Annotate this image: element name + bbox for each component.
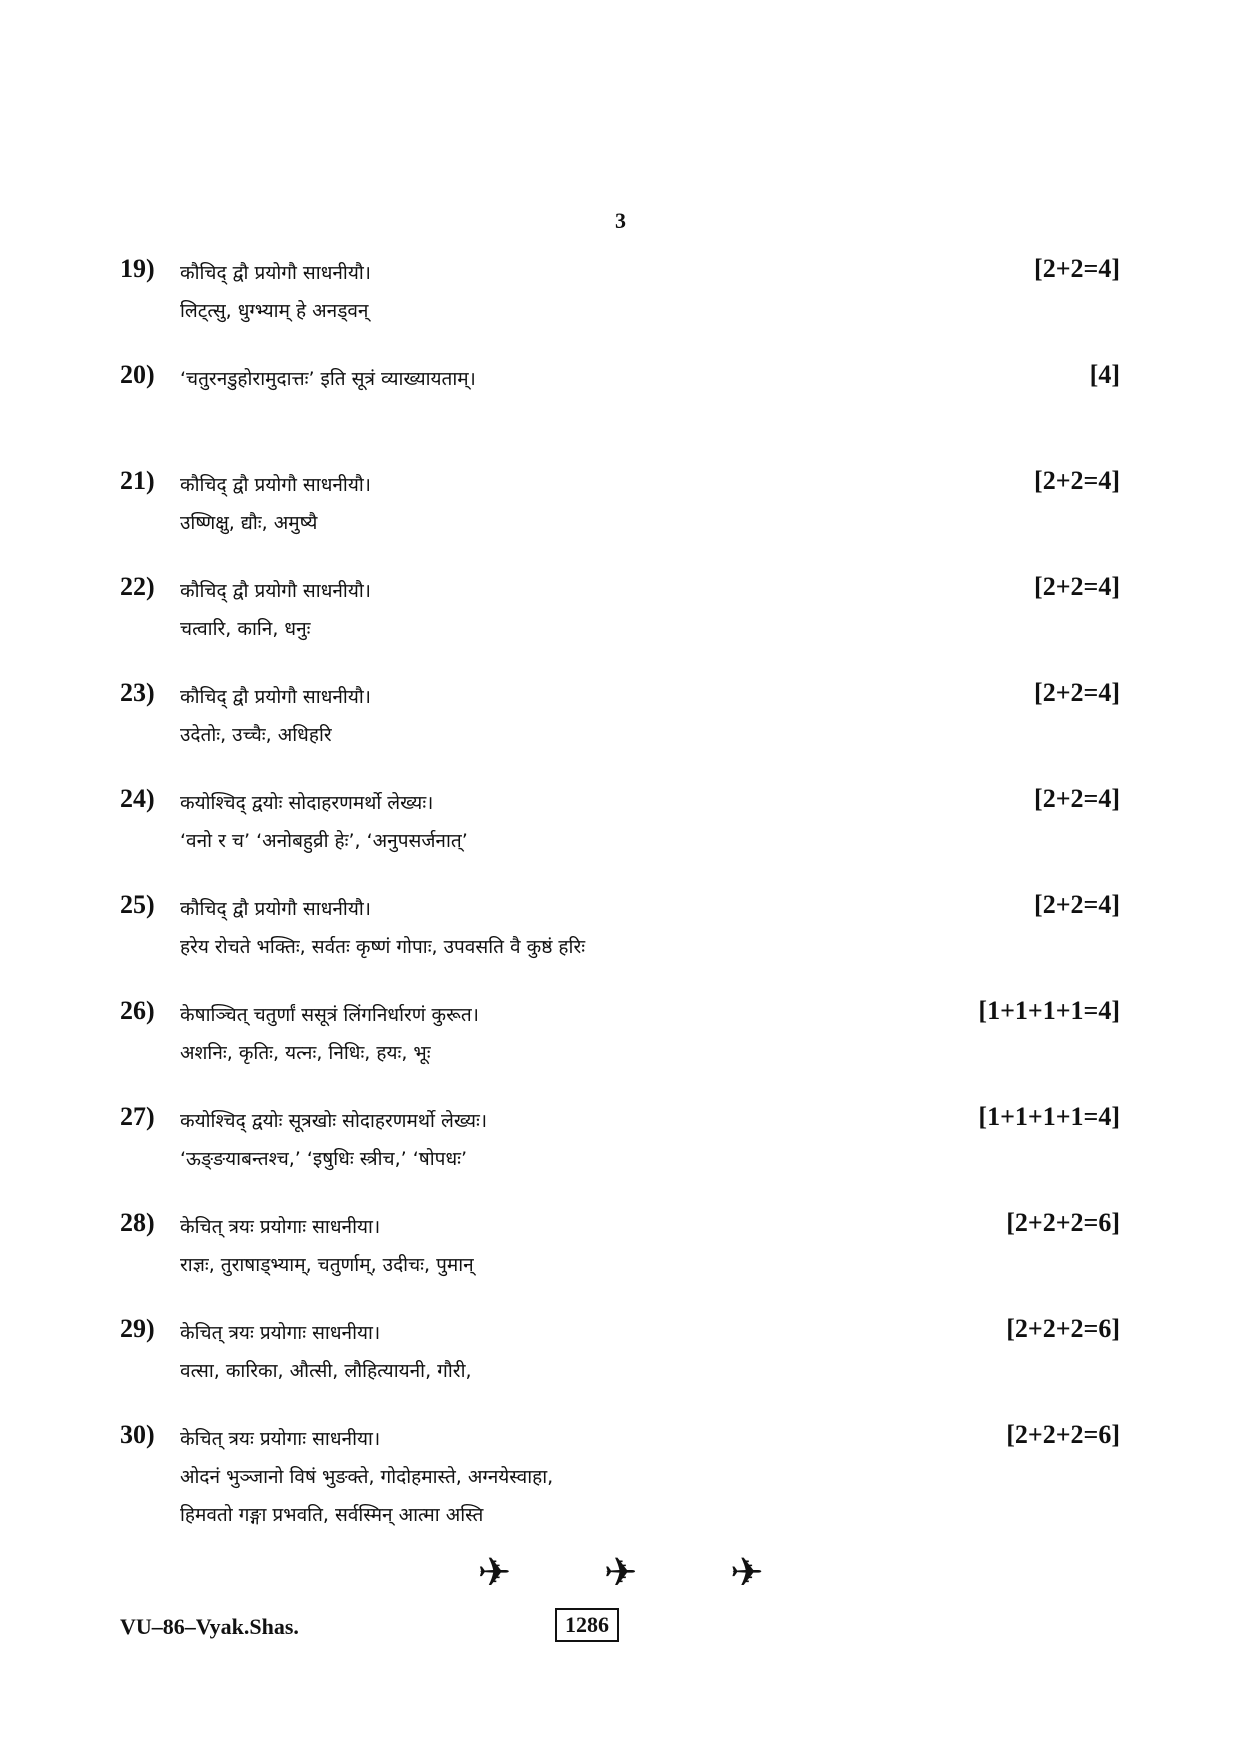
question-22 [120, 570, 1120, 676]
question-body [180, 1208, 880, 1284]
question-line: कौचिद् द्वौ प्रयोगौ साधनीयौ। [180, 686, 371, 708]
question-marks: [2+2+2=6] [1006, 1420, 1120, 1449]
question-number: 27) [120, 1102, 155, 1131]
question-27 [120, 1100, 1120, 1206]
question-line: कौचिद् द्वौ प्रयोगौ साधनीयौ। [180, 580, 371, 602]
question-line: ‘वनो र च’ ‘अनोबहुव्री हेः’, ‘अनुपसर्जनात्’ [180, 830, 468, 852]
airplane-icon: ✈ [477, 1550, 512, 1596]
question-24 [120, 782, 1120, 888]
question-line: कयोश्चिद् द्वयोः सोदाहरणमर्थो लेख्यः। [180, 792, 434, 814]
question-20 [120, 358, 1120, 464]
question-line: कौचिद् द्वौ प्रयोगौ साधनीयौ। [180, 474, 371, 496]
question-body [180, 254, 880, 330]
question-marks: [2+2=4] [1034, 678, 1120, 707]
question-line: केचित् त्रयः प्रयोगाः साधनीया। [180, 1216, 381, 1238]
question-marks: [2+2+2=6] [1006, 1314, 1120, 1343]
question-list [120, 252, 1120, 1548]
question-marks: [2+2=4] [1034, 254, 1120, 283]
question-line: हिमवतो गङ्गा प्रभवति, सर्वस्मिन् आत्मा अस्ति [180, 1504, 484, 1526]
question-marks: [1+1+1+1=4] [978, 1102, 1120, 1131]
question-body [180, 784, 880, 860]
page-number: 3 [615, 208, 626, 233]
question-line: लिट्त्सु, धुग्भ्याम् हे अनड्वन् [180, 300, 369, 322]
question-line: केचित् त्रयः प्रयोगाः साधनीया। [180, 1322, 381, 1344]
question-number: 28) [120, 1208, 155, 1237]
question-marks: [4] [1089, 360, 1120, 389]
question-body [180, 1420, 880, 1534]
question-30 [120, 1418, 1120, 1548]
question-21 [120, 464, 1120, 570]
question-line: ‘ऊङ्ङयाबन्तश्च,’ ‘इषुधिः स्त्रीच,’ ‘षोपधः’ [180, 1148, 468, 1170]
question-line: कौचिद् द्वौ प्रयोगौ साधनीयौ। [180, 262, 371, 284]
question-marks: [2+2=4] [1034, 890, 1120, 919]
question-body [180, 678, 880, 754]
question-number: 26) [120, 996, 155, 1025]
question-number: 29) [120, 1314, 155, 1343]
question-number: 22) [120, 572, 155, 601]
question-body [180, 890, 880, 966]
question-marks: [2+2=4] [1034, 572, 1120, 601]
question-line: केचित् त्रयः प्रयोगाः साधनीया। [180, 1428, 381, 1450]
question-line: ‘चतुरनडुहोरामुदात्तः’ इति सूत्रं व्याख्यायताम्। [180, 368, 476, 390]
question-line: राज्ञः, तुराषाड्भ्याम्, चतुर्णाम्, उदीचः, पुमान् [180, 1254, 474, 1276]
question-number: 30) [120, 1420, 155, 1449]
question-marks: [2+2+2=6] [1006, 1208, 1120, 1237]
question-29 [120, 1312, 1120, 1418]
question-25 [120, 888, 1120, 994]
question-line: उदेतोः, उच्चैः, अधिहरि [180, 724, 332, 746]
question-line: चत्वारि, कानि, धनुः [180, 618, 311, 640]
airplane-icon: ✈ [729, 1550, 764, 1596]
page-turn-arrows [0, 1550, 1241, 1596]
question-line: उष्णिक्षु, द्यौः, अमुष्यै [180, 512, 318, 534]
question-19 [120, 252, 1120, 358]
question-line: कौचिद् द्वौ प्रयोगौ साधनीयौ। [180, 898, 371, 920]
question-line: केषाञ्चित् चतुर्णां ससूत्रं लिंगनिर्धारणं कुरूत। [180, 1004, 479, 1026]
question-line: कयोश्चिद् द्वयोः सूत्रखोः सोदाहरणमर्थो लेख्यः। [180, 1110, 488, 1132]
question-marks: [2+2=4] [1034, 784, 1120, 813]
question-23 [120, 676, 1120, 782]
question-number: 23) [120, 678, 155, 707]
question-body [180, 572, 880, 648]
question-number: 19) [120, 254, 155, 283]
question-line: अशनिः, कृतिः, यत्नः, निधिः, हयः, भूः [180, 1042, 431, 1064]
question-body [180, 1102, 880, 1178]
question-line: ओदनं भुञ्जानो विषं भुङक्ते, गोदोहमास्ते, अग्नयेस्वाहा, [180, 1466, 554, 1488]
question-26 [120, 994, 1120, 1100]
question-number: 21) [120, 466, 155, 495]
question-number: 25) [120, 890, 155, 919]
question-line: वत्सा, कारिका, औत्सी, लौहित्यायनी, गौरी, [180, 1360, 472, 1382]
question-number: 24) [120, 784, 155, 813]
paper-code: VU–86–Vyak.Shas. [120, 1614, 299, 1639]
paper-number-box: 1286 [555, 1608, 619, 1642]
question-line: हरेय रोचते भक्तिः, सर्वतः कृष्णं गोपाः, उपवसति वै कुष्ठं हरिः [180, 936, 586, 958]
question-marks: [2+2=4] [1034, 466, 1120, 495]
question-marks: [1+1+1+1=4] [978, 996, 1120, 1025]
question-body [180, 1314, 880, 1390]
question-body [180, 360, 880, 398]
question-28 [120, 1206, 1120, 1312]
airplane-icon: ✈ [603, 1550, 638, 1596]
question-body [180, 996, 880, 1072]
question-number: 20) [120, 360, 155, 389]
question-body [180, 466, 880, 542]
